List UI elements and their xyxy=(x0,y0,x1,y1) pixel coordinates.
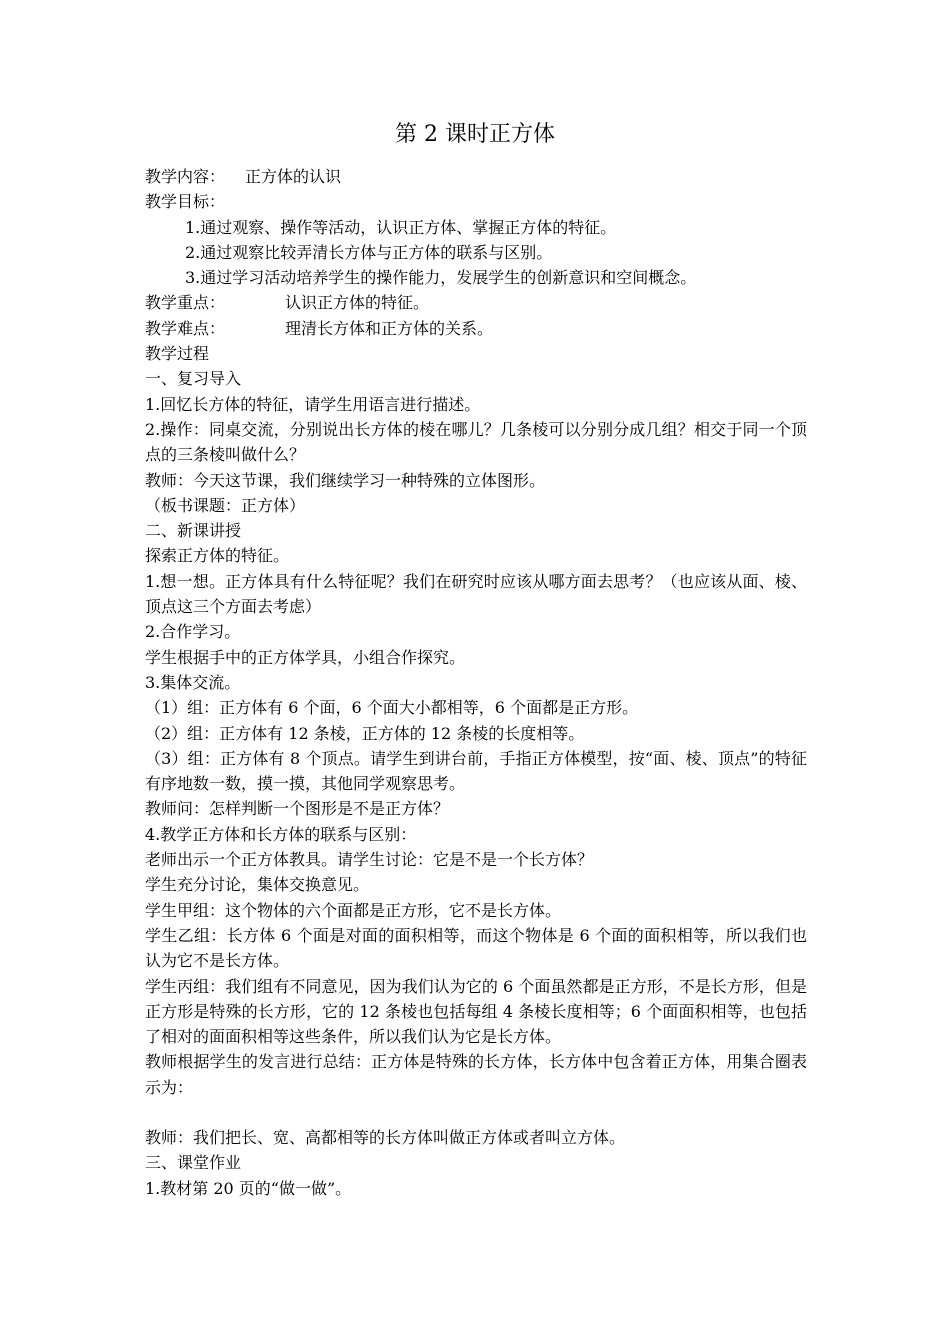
paragraph: （板书课题：正方体） xyxy=(145,495,306,515)
paragraph: 1.回忆长方体的特征，请学生用语言进行描述。 xyxy=(145,394,481,414)
difficulty-label: 教学难点： xyxy=(145,318,226,338)
paragraph: （3）组：正方体有 8 个顶点。请学生到讲台前，手指正方体模型，按“面、棱、顶点”的特征有序地数一数，摸一摸，其他同学观察思考。 xyxy=(145,748,807,794)
key-point-row xyxy=(145,290,807,315)
paragraph: 学生根据手中的正方体学具，小组合作探究。 xyxy=(145,647,466,667)
paragraph: 学生甲组：这个物体的六个面都是正方形，它不是长方体。 xyxy=(145,900,562,920)
paragraph: 2.操作：同桌交流，分别说出长方体的棱在哪儿？几条棱可以分别分成几组？相交于同一个顶点的三条棱叫做什么？ xyxy=(145,419,807,465)
paragraph: 教师问：怎样判断一个图形是不是正方体？ xyxy=(145,799,450,819)
key-point-value: 认识正方体的特征。 xyxy=(285,293,430,313)
section-heading: 一、复习导入 xyxy=(145,369,242,389)
content-row xyxy=(145,164,807,189)
paragraph: （2）组：正方体有 12 条棱，正方体的 12 条棱的长度相等。 xyxy=(145,723,585,743)
goal-item: 2.通过观察比较弄清长方体与正方体的联系与区别。 xyxy=(185,242,553,262)
paragraph: 教师根据学生的发言进行总结：正方体是特殊的长方体，长方体中包含着正方体，用集合圈表示为： xyxy=(145,1052,807,1097)
paragraph: （1）组：正方体有 6 个面，6 个面大小都相等，6 个面都是正方形。 xyxy=(145,698,639,718)
paragraph: 探索正方体的特征。 xyxy=(145,546,290,566)
paragraph: 2.合作学习。 xyxy=(145,622,241,642)
page-title: 第 2 课时正方体 xyxy=(395,122,555,147)
paragraph: 学生丙组：我们组有不同意见，因为我们认为它的 6 个面虽然都是正方形，不是长方形，但是正方形是特殊的长方形，它的 12 条棱也包括每组 4 条棱长度相等；6 个面面积相等，也包括了相对的面面积相等这些条件，所以我们认为它是长方体。 xyxy=(145,976,807,1047)
paragraph: 3.集体交流。 xyxy=(145,672,241,692)
difficulty-value: 理清长方体和正方体的关系。 xyxy=(285,318,494,338)
document-body xyxy=(145,164,807,1201)
content-value: 正方体的认识 xyxy=(245,167,342,186)
process-title: 教学过程 xyxy=(145,344,210,364)
goals-label: 教学目标： xyxy=(145,192,226,212)
section-heading: 三、课堂作业 xyxy=(145,1153,242,1173)
paragraph: 学生乙组：长方体 6 个面是对面的面积相等，而这个物体是 6 个面的面积相等，所以我们也认为它不是长方体。 xyxy=(145,925,807,971)
key-point-label: 教学重点： xyxy=(145,293,226,313)
paragraph: 1.想一想。正方体具有什么特征呢？我们在研究时应该从哪方面去思考？（也应该从面、棱、顶点这三个方面去考虑） xyxy=(145,571,807,617)
paragraph: 教师：我们把长、宽、高都相等的长方体叫做正方体或者叫立方体。 xyxy=(145,1127,626,1147)
paragraph: 教师：今天这节课，我们继续学习一种特殊的立体图形。 xyxy=(145,470,546,490)
paragraph: 4.教学正方体和长方体的联系与区别： xyxy=(145,824,417,844)
paragraph: 老师出示一个正方体教具。请学生讨论：它是不是一个长方体？ xyxy=(145,850,594,870)
section-heading: 二、新课讲授 xyxy=(145,521,242,541)
difficulty-row xyxy=(145,316,807,341)
paragraph: 学生充分讨论，集体交换意见。 xyxy=(145,875,370,895)
goal-item: 3.通过学习活动培养学生的操作能力，发展学生的创新意识和空间概念。 xyxy=(185,268,697,288)
content-label: 教学内容： xyxy=(145,167,226,186)
goal-item: 1.通过观察、操作等活动，认识正方体、掌握正方体的特征。 xyxy=(185,217,617,237)
paragraph: 1.教材第 20 页的“做一做”。 xyxy=(145,1178,352,1198)
blank-space xyxy=(145,1100,807,1125)
